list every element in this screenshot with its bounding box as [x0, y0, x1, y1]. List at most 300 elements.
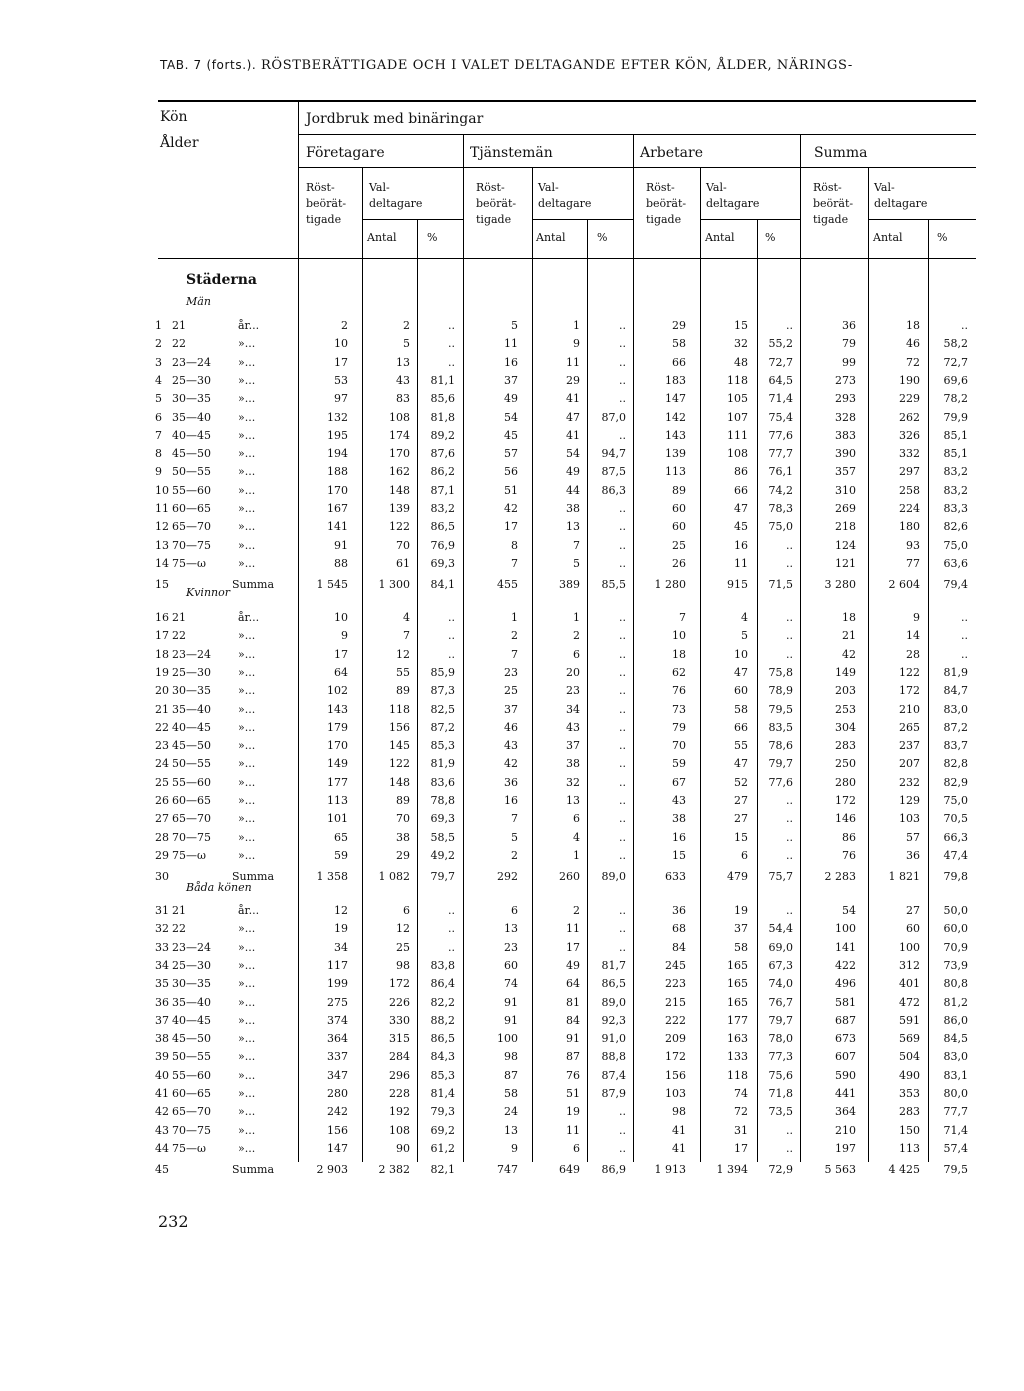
table-cell: 479 [727, 870, 748, 884]
table-cell: 6 [573, 812, 580, 826]
row-number: 38 [155, 1032, 169, 1046]
table-cell: 1 [573, 319, 580, 332]
table-cell: 45 [734, 520, 748, 534]
row-number: 24 [155, 757, 169, 771]
table-cell: 60 [734, 684, 748, 698]
table-cell: 17 [334, 355, 348, 369]
table-cell: 5 [511, 319, 518, 332]
table-cell: .. [619, 830, 626, 844]
age-label: 55—60 [172, 775, 211, 789]
table-cell: 78,3 [768, 502, 793, 515]
table-cell: 103 [665, 1087, 686, 1100]
table-cell: 253 [835, 702, 856, 716]
table-cell: 58 [504, 1087, 518, 1100]
table-cell: 145 [389, 739, 410, 753]
table-cell: .. [619, 702, 626, 716]
table-cell: 83,1 [943, 1068, 968, 1082]
table-cell: 7 [679, 611, 686, 624]
row-number: 33 [155, 940, 169, 954]
table-cell: 91 [566, 1032, 580, 1046]
table-cell: 312 [899, 958, 920, 972]
antal-header-rule [700, 219, 800, 220]
table-cell: 18 [842, 611, 856, 624]
table-cell: 49 [566, 465, 580, 479]
table-cell: 7 [511, 556, 518, 570]
table-cell: 34 [566, 702, 580, 716]
table-cell: 133 [727, 1050, 748, 1064]
age-label: 70—75 [172, 830, 211, 844]
table-cell: 36 [906, 848, 920, 862]
table-cell: 11 [566, 1123, 580, 1137]
table-cell: 122 [389, 757, 410, 771]
age-unit: »... [238, 958, 256, 972]
table-cell: 42 [842, 647, 856, 661]
table-cell: 76 [566, 1068, 580, 1082]
age-label: 30—35 [172, 684, 211, 698]
header-alder: Ålder [160, 135, 199, 151]
table-cell: 490 [899, 1068, 920, 1082]
table-cell: 83,2 [943, 465, 968, 479]
table-cell: 77,7 [943, 1105, 968, 1119]
table-cell: 915 [727, 578, 748, 592]
table-cell: 84 [566, 1013, 580, 1027]
age-label: 40—45 [172, 428, 211, 442]
table-cell: .. [786, 319, 793, 332]
table-cell: .. [619, 611, 626, 624]
table-cell: 1 [511, 611, 518, 624]
age-label: 45—50 [172, 447, 211, 461]
table-cell: 84,3 [430, 1050, 455, 1064]
age-unit: »... [238, 373, 256, 387]
table-cell: 65 [334, 830, 348, 844]
header-group-foretagare: Företagare [306, 145, 385, 161]
age-unit: »... [238, 410, 256, 424]
table-cell: 79,7 [768, 757, 793, 771]
table-cell: 13 [504, 1123, 518, 1137]
table-cell: 310 [835, 483, 856, 497]
table-cell: 172 [899, 684, 920, 698]
age-label: 70—75 [172, 538, 211, 552]
table-cell: 2 382 [378, 1163, 410, 1177]
table-cell: 260 [559, 870, 580, 884]
table-cell: 93 [906, 538, 920, 552]
table-cell: 143 [327, 702, 348, 716]
table-cell: 192 [389, 1105, 410, 1119]
table-cell: 55,2 [768, 337, 793, 351]
table-cell: 280 [835, 775, 856, 789]
row-number: 40 [155, 1068, 169, 1082]
table-cell: 98 [504, 1050, 518, 1064]
table-cell: 13 [566, 794, 580, 807]
table-cell: 79,9 [943, 410, 968, 424]
table-cell: 163 [727, 1032, 748, 1046]
table-cell: 25 [396, 940, 410, 954]
table-cell: 2 604 [888, 578, 920, 592]
table-cell: .. [786, 556, 793, 570]
table-cell: 13 [504, 922, 518, 936]
age-label: 35—40 [172, 702, 211, 716]
header-group-tjanstemen: Tjänstemän [470, 145, 553, 161]
header-rost-line: tigade [813, 213, 849, 226]
age-label: 45—50 [172, 739, 211, 753]
table-cell: 190 [899, 373, 920, 387]
table-cell: .. [786, 830, 793, 844]
table-cell: 27 [906, 904, 920, 917]
table-cell: 32 [566, 775, 580, 789]
table-cell: 590 [835, 1068, 856, 1082]
age-label: 45—50 [172, 1032, 211, 1046]
table-cell: 100 [835, 922, 856, 936]
age-label: 23—24 [172, 647, 211, 661]
table-cell: 79,4 [943, 578, 968, 592]
table-cell: 88,8 [601, 1050, 626, 1064]
table-cell: .. [619, 1123, 626, 1137]
table-cell: 77,6 [768, 775, 793, 789]
table-cell: 44 [566, 483, 580, 497]
row-number: 5 [155, 392, 162, 406]
table-cell: 73,9 [943, 958, 968, 972]
age-label: 25—30 [172, 373, 211, 387]
header-antal: Antal [536, 231, 566, 244]
table-cell: 283 [835, 739, 856, 753]
table-cell: 87 [566, 1050, 580, 1064]
table-cell: 472 [899, 995, 920, 1009]
table-cell: 296 [389, 1068, 410, 1082]
table-cell: 71,8 [768, 1087, 793, 1100]
table-cell: 71,5 [768, 578, 793, 592]
table-cell: 54,4 [768, 922, 793, 936]
table-cell: 283 [899, 1105, 920, 1119]
age-label: 22 [172, 337, 186, 351]
table-cell: 20 [566, 665, 580, 679]
table-cell: 83,6 [430, 775, 455, 789]
table-cell: 5 563 [824, 1163, 856, 1177]
age-label: 75—ω [172, 848, 206, 862]
table-cell: 165 [727, 977, 748, 991]
table-cell: 90 [396, 1141, 410, 1155]
table-cell: 89,2 [430, 428, 455, 442]
row-number: 14 [155, 556, 169, 570]
row-number: 1 [155, 319, 162, 332]
table-cell: 82,2 [430, 995, 455, 1009]
table-cell: 1 913 [654, 1163, 686, 1177]
table-cell: .. [619, 355, 626, 369]
table-cell: 36 [842, 319, 856, 332]
table-cell: 47 [734, 757, 748, 771]
block-title: Båda könen [186, 881, 252, 894]
age-unit: »... [238, 337, 256, 351]
header-rost-line: beörät- [306, 197, 347, 210]
table-cell: 141 [327, 520, 348, 534]
table-cell: 53 [334, 373, 348, 387]
table-cell: 162 [389, 465, 410, 479]
row-number: 11 [155, 502, 169, 515]
table-cell: 180 [899, 520, 920, 534]
table-cell: 82,1 [430, 1163, 455, 1177]
table-cell: 156 [389, 720, 410, 734]
table-cell: 89 [396, 684, 410, 698]
table-cell: 195 [327, 428, 348, 442]
age-unit: »... [238, 1013, 256, 1027]
table-cell: .. [961, 647, 968, 661]
header-val-line: Val- [706, 181, 727, 194]
age-label: 75—ω [172, 556, 206, 570]
table-cell: 87,9 [601, 1087, 626, 1100]
table-cell: 72,9 [768, 1163, 793, 1177]
table-cell: 581 [835, 995, 856, 1009]
header-rost-line: Röst- [306, 181, 335, 194]
table-cell: 86,4 [430, 977, 455, 991]
table-cell: .. [619, 319, 626, 332]
table-cell: 81,8 [430, 410, 455, 424]
table-cell: 80,8 [943, 977, 968, 991]
table-cell: 79,5 [943, 1163, 968, 1177]
age-unit: »... [238, 1141, 256, 1155]
table-cell: 10 [334, 611, 348, 624]
age-unit: »... [238, 1068, 256, 1082]
table-cell: 92,3 [601, 1013, 626, 1027]
table-cell: .. [619, 922, 626, 936]
table-cell: .. [619, 720, 626, 734]
table-cell: 122 [389, 520, 410, 534]
row-number: 25 [155, 775, 169, 789]
table-cell: 4 425 [888, 1163, 920, 1177]
table-cell: 218 [835, 520, 856, 534]
table-cell: 280 [327, 1087, 348, 1100]
table-cell: 64 [334, 665, 348, 679]
table-cell: 11 [504, 337, 518, 351]
table-cell: 85,3 [430, 739, 455, 753]
table-cell: 118 [389, 702, 410, 716]
table-cell: 66 [734, 720, 748, 734]
row-number: 10 [155, 483, 169, 497]
table-cell: 102 [327, 684, 348, 698]
table-cell: 74,2 [768, 483, 793, 497]
table-cell: 108 [389, 410, 410, 424]
table-cell: 111 [727, 428, 748, 442]
table-cell: 86,5 [430, 520, 455, 534]
table-cell: 6 [741, 848, 748, 862]
row-number: 28 [155, 830, 169, 844]
table-cell: 76,7 [768, 995, 793, 1009]
table-cell: 179 [327, 720, 348, 734]
table-cell: 9 [511, 1141, 518, 1155]
age-unit: »... [238, 465, 256, 479]
table-cell: 1 [573, 848, 580, 862]
header-rost-line: Röst- [813, 181, 842, 194]
table-title-text: RÖSTBERÄTTIGADE OCH I VALET DELTAGANDE EFTER KÖN, ÅLDER, NÄRINGS- [261, 58, 853, 73]
table-cell: 79,7 [768, 1013, 793, 1027]
antal-header-rule [868, 219, 976, 220]
table-cell: 209 [665, 1032, 686, 1046]
table-cell: 78,0 [768, 1032, 793, 1046]
table-cell: 87 [504, 1068, 518, 1082]
table-cell: 47 [566, 410, 580, 424]
table-cell: 34 [334, 940, 348, 954]
table-cell: 401 [899, 977, 920, 991]
section-title: Städerna [186, 272, 257, 288]
table-cell: 76 [842, 848, 856, 862]
table-cell: 747 [497, 1163, 518, 1177]
table-cell: 60 [672, 520, 686, 534]
table-cell: .. [961, 319, 968, 332]
table-cell: 73 [672, 702, 686, 716]
table-cell: 79,3 [430, 1105, 455, 1119]
table-cell: 87,0 [601, 410, 626, 424]
table-cell: 57 [906, 830, 920, 844]
table-cell: 284 [389, 1050, 410, 1064]
table-cell: 76 [672, 684, 686, 698]
age-unit: »... [238, 757, 256, 771]
age-label: 55—60 [172, 1068, 211, 1082]
table-cell: 78,2 [943, 392, 968, 406]
header-antal: Antal [705, 231, 735, 244]
table-cell: 11 [566, 922, 580, 936]
table-cell: 9 [573, 337, 580, 351]
header-rost-line: Röst- [646, 181, 675, 194]
age-label: 40—45 [172, 720, 211, 734]
table-cell: 87,3 [430, 684, 455, 698]
table-cell: 10 [672, 629, 686, 643]
table-cell: 167 [327, 502, 348, 515]
table-cell: 222 [665, 1013, 686, 1027]
header-bottom-rule [158, 258, 976, 259]
row-number: 21 [155, 702, 169, 716]
header-pct: % [937, 231, 948, 244]
age-unit: »... [238, 502, 256, 515]
table-cell: 18 [672, 647, 686, 661]
row-number: 3 [155, 355, 162, 369]
age-label: 60—65 [172, 502, 211, 515]
row-number: 30 [155, 870, 169, 884]
summa-label: Summa [232, 870, 275, 884]
age-unit: »... [238, 1087, 256, 1100]
age-label: 23—24 [172, 355, 211, 369]
table-cell: 3 280 [824, 578, 856, 592]
table-cell: 61,2 [430, 1141, 455, 1155]
table-cell: 21 [842, 629, 856, 643]
row-number: 4 [155, 373, 162, 387]
table-cell: .. [619, 428, 626, 442]
table-cell: 83,8 [430, 958, 455, 972]
table-cell: 19 [734, 904, 748, 917]
table-cell: 124 [835, 538, 856, 552]
row-number: 34 [155, 958, 169, 972]
table-cell: 94,7 [601, 447, 626, 461]
table-cell: 330 [389, 1013, 410, 1027]
table-cell: 326 [899, 428, 920, 442]
table-cell: 89,0 [601, 870, 626, 884]
row-number: 37 [155, 1013, 169, 1027]
row-number: 45 [155, 1163, 169, 1177]
header-val-line: Val- [874, 181, 895, 194]
age-label: 21 [172, 611, 186, 624]
table-cell: 148 [389, 483, 410, 497]
table-cell: 84,5 [943, 1032, 968, 1046]
age-unit: »... [238, 556, 256, 570]
table-cell: 6 [403, 904, 410, 917]
table-cell: 72,7 [768, 355, 793, 369]
table-cell: 70,9 [943, 940, 968, 954]
table-cell: 170 [327, 739, 348, 753]
table-cell: 78,8 [430, 794, 455, 807]
header-group-summa: Summa [814, 145, 868, 161]
table-forts: (forts.). [206, 58, 257, 72]
table-cell: 16 [504, 794, 518, 807]
age-label: 65—70 [172, 812, 211, 826]
table-cell: 422 [835, 958, 856, 972]
table-cell: 59 [672, 757, 686, 771]
table-cell: 63,6 [943, 556, 968, 570]
table-cell: 43 [396, 373, 410, 387]
table-cell: 15 [672, 848, 686, 862]
table-cell: 132 [327, 410, 348, 424]
row-number: 19 [155, 665, 169, 679]
table-cell: 1 082 [378, 870, 410, 884]
table-cell: 6 [573, 647, 580, 661]
age-label: 55—60 [172, 483, 211, 497]
age-label: 25—30 [172, 958, 211, 972]
table-cell: 199 [327, 977, 348, 991]
table-cell: 79,7 [430, 870, 455, 884]
table-cell: 85,9 [430, 665, 455, 679]
table-cell: 149 [835, 665, 856, 679]
table-cell: 293 [835, 392, 856, 406]
table-cell: 100 [497, 1032, 518, 1046]
table-cell: 5 [741, 629, 748, 643]
table-cell: 188 [327, 465, 348, 479]
age-label: 22 [172, 922, 186, 936]
table-cell: 203 [835, 684, 856, 698]
table-cell: 455 [497, 578, 518, 592]
table-cell: 121 [835, 556, 856, 570]
age-label: 21 [172, 904, 186, 917]
table-cell: 85,3 [430, 1068, 455, 1082]
table-cell: 19 [334, 922, 348, 936]
table-cell: 38 [396, 830, 410, 844]
table-cell: .. [619, 1105, 626, 1119]
table-cell: .. [786, 647, 793, 661]
table-cell: 15 [734, 319, 748, 332]
table-cell: 81,4 [430, 1087, 455, 1100]
table-cell: 170 [389, 447, 410, 461]
table-cell: 165 [727, 995, 748, 1009]
header-kon: Kön [160, 109, 188, 125]
table-cell: 41 [566, 392, 580, 406]
table-cell: .. [619, 337, 626, 351]
table-cell: 37 [734, 922, 748, 936]
table-cell: .. [619, 520, 626, 534]
table-cell: 649 [559, 1163, 580, 1177]
age-label: 70—75 [172, 1123, 211, 1137]
age-unit: »... [238, 428, 256, 442]
table-cell: 347 [327, 1068, 348, 1082]
table-cell: 81,9 [943, 665, 968, 679]
table-cell: 79 [842, 337, 856, 351]
table-cell: 49 [504, 392, 518, 406]
table-cell: .. [448, 904, 455, 917]
header-val-line: Val- [369, 181, 390, 194]
table-cell: .. [786, 1141, 793, 1155]
table-cell: 59 [334, 848, 348, 862]
table-cell: 170 [327, 483, 348, 497]
table-cell: 84,1 [430, 578, 455, 592]
table-cell: 58 [734, 702, 748, 716]
table-cell: 86,5 [601, 977, 626, 991]
table-cell: 156 [665, 1068, 686, 1082]
age-unit: »... [238, 629, 256, 643]
header-rost-line: tigade [306, 213, 342, 226]
